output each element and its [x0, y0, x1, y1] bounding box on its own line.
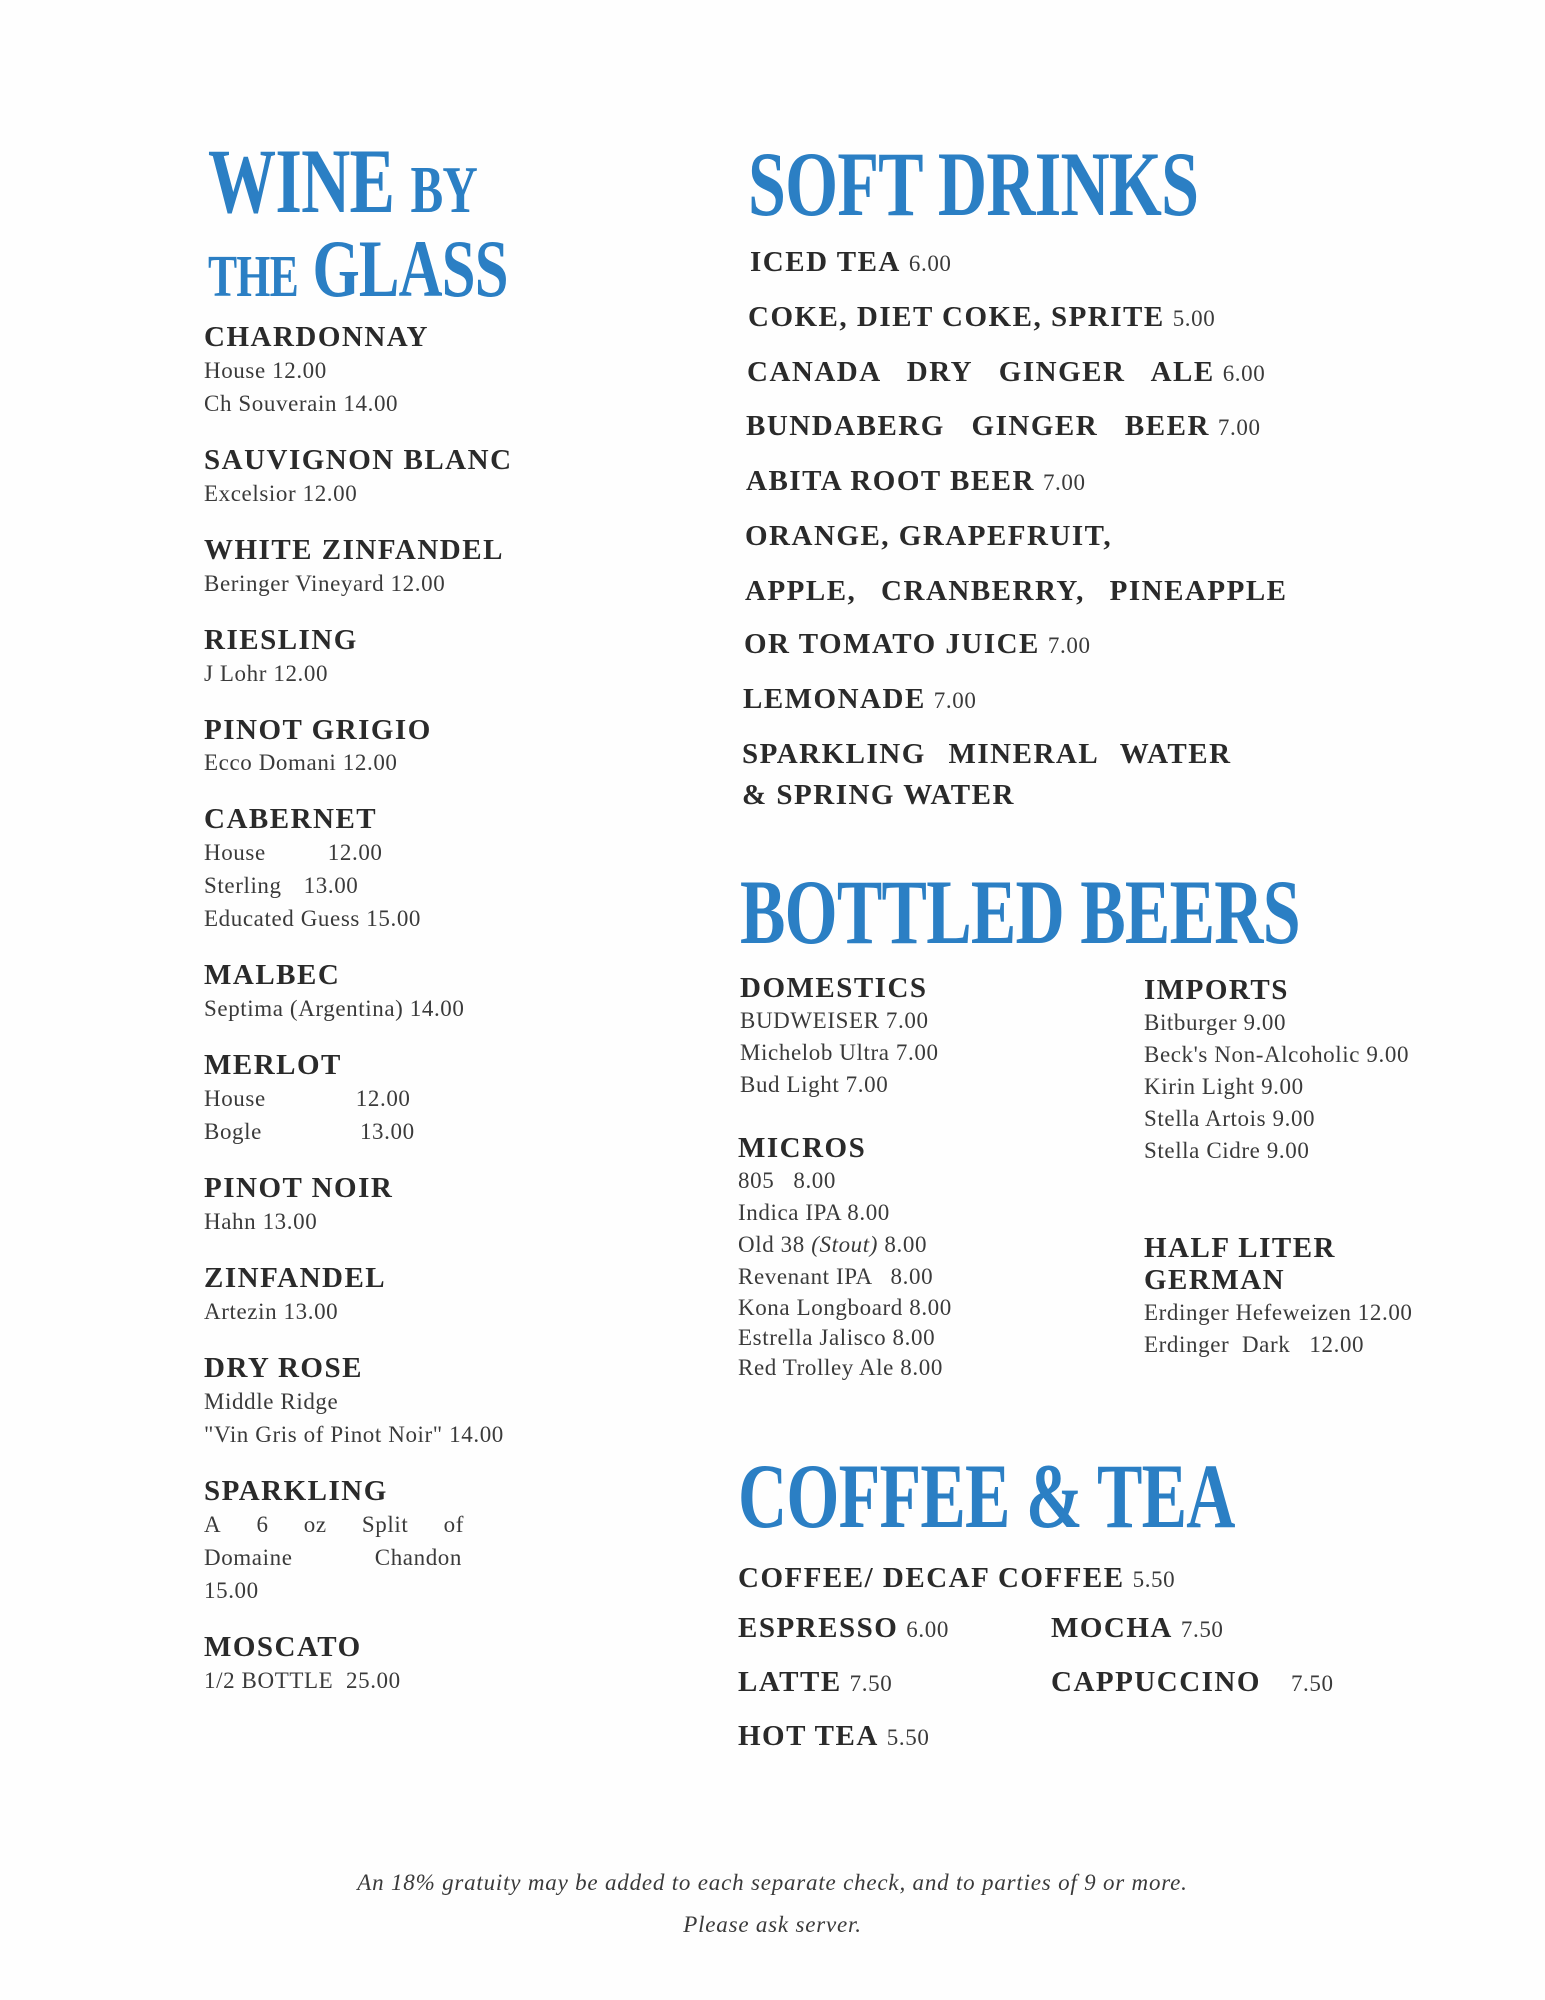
wine-item: Ch Souverain 14.00 [204, 390, 399, 416]
wine-category: ZINFANDEL [204, 1262, 387, 1295]
wine-item: Artezin 13.00 [204, 1298, 339, 1324]
wine-category: WHITE ZINFANDEL [204, 533, 504, 566]
soft-price: 7.00 [1217, 415, 1261, 440]
wine-group [204, 322, 584, 420]
soft-item [750, 246, 952, 279]
wine-group [204, 1353, 584, 1451]
domestics-group [740, 973, 1100, 1101]
wine-name: Bogle [204, 1119, 262, 1145]
wine-title [208, 130, 478, 232]
coffee-item [1051, 1666, 1334, 1699]
coffee-price: 7.50 [849, 1671, 893, 1696]
wine-title-word: BY [410, 154, 478, 227]
wine-category: DRY ROSE [204, 1351, 363, 1384]
coffee-item [738, 1612, 949, 1645]
coffee-price: 7.50 [1290, 1671, 1334, 1696]
beer-category: MICROS [738, 1132, 867, 1164]
wine-item: 1/2 BOTTLE 25.00 [204, 1667, 401, 1693]
wine-item: Hahn 13.00 [204, 1209, 318, 1235]
coffee-name: MOCHA [1051, 1612, 1173, 1644]
wine-category: CHARDONNAY [204, 321, 429, 353]
soft-item [746, 410, 1261, 443]
wine-group [204, 625, 584, 690]
soft-name: BUNDABERG GINGER BEER [746, 410, 1210, 442]
coffee-price: 5.50 [886, 1725, 930, 1750]
soft-name: APPLE, CRANBERRY, PINEAPPLE [745, 575, 1288, 607]
soft-price: 6.00 [1222, 361, 1266, 386]
wine-item: Ecco Domani 12.00 [204, 750, 398, 776]
soft-price: 6.00 [908, 251, 952, 276]
wine-group [204, 715, 584, 780]
soft-name: COKE, DIET COKE, SPRITE [748, 301, 1165, 333]
wine-item [204, 1508, 464, 1541]
wine-title-word: THE [208, 243, 299, 309]
beer-item: Estrella Jalisco 8.00 [738, 1324, 936, 1350]
wine-item [204, 1541, 462, 1574]
soft-price: 7.00 [933, 688, 977, 713]
beer-style: (Stout) [811, 1231, 879, 1257]
beer-category: IMPORTS [1144, 974, 1289, 1006]
beer-category: DOMESTICS [740, 972, 928, 1004]
wine-category: PINOT GRIGIO [204, 713, 432, 746]
wine-item: J Lohr 12.00 [204, 660, 329, 686]
wine-category: MALBEC [204, 959, 341, 992]
wine-item: "Vin Gris of Pinot Noir" 14.00 [204, 1421, 504, 1447]
beer-item: Stella Artois 9.00 [1144, 1105, 1316, 1131]
beer-item: 805 8.00 [738, 1167, 836, 1193]
soft-item [745, 520, 1112, 553]
coffee-price: 7.50 [1180, 1617, 1224, 1642]
wine-item: Septima (Argentina) 14.00 [204, 996, 465, 1022]
coffee-name: LATTE [738, 1666, 842, 1698]
half-liter-group [1144, 1233, 1524, 1361]
soft-name: CANADA DRY GINGER ALE [747, 356, 1215, 388]
soft-price: 7.00 [1047, 633, 1091, 658]
wine-name: Sterling [204, 873, 282, 899]
coffee-tea-title: COFFEE & TEA [738, 1445, 1235, 1547]
wine-title-line2 [208, 223, 508, 314]
coffee-price: 5.50 [1132, 1567, 1176, 1592]
beer-item: Erdinger Dark 12.00 [1144, 1331, 1365, 1357]
beer-item: Bud Light 7.00 [740, 1071, 889, 1097]
beer-category: GERMAN [1144, 1263, 1286, 1296]
wine-price: 12.00 [355, 1086, 411, 1112]
wine-item [204, 869, 584, 902]
soft-item [743, 683, 976, 716]
soft-item [746, 465, 1086, 498]
wine-title-word: GLASS [312, 223, 508, 314]
wine-title-word: WINE [208, 130, 395, 232]
soft-name: LEMONADE [743, 683, 926, 715]
soft-item [742, 779, 1015, 812]
coffee-name: COFFEE/ DECAF COFFEE [738, 1562, 1125, 1594]
wine-item: 15.00 [204, 1577, 259, 1603]
wine-group [204, 804, 584, 935]
gratuity-note: An 18% gratuity may be added to each separate check, and to parties of 9 or more. [357, 1870, 1188, 1895]
imports-group [1144, 975, 1524, 1167]
beer-item: BUDWEISER 7.00 [740, 1007, 929, 1033]
soft-item [744, 628, 1091, 661]
coffee-item [738, 1562, 1175, 1595]
beer-item: Indica IPA 8.00 [738, 1199, 890, 1225]
wine-item: Beringer Vineyard 12.00 [204, 570, 446, 596]
wine-price: 13.00 [359, 1119, 415, 1145]
bottled-beers-title: BOTTLED BEERS [740, 861, 1300, 963]
wine-group [204, 1050, 584, 1148]
wine-item: Educated Guess 15.00 [204, 906, 422, 932]
soft-name: ORANGE, GRAPEFRUIT, [745, 520, 1113, 552]
beer-item: Erdinger Hefeweizen 12.00 [1144, 1299, 1413, 1325]
soft-item [747, 356, 1265, 389]
wine-category: CABERNET [204, 803, 378, 836]
wine-group [204, 960, 584, 1025]
wine-item: House 12.00 [204, 357, 327, 383]
wine-item [204, 1115, 584, 1148]
wine-group [204, 1173, 584, 1238]
beer-item: Kirin Light 9.00 [1144, 1073, 1304, 1099]
micros-group [738, 1133, 1098, 1383]
beer-item: Bitburger 9.00 [1144, 1009, 1287, 1035]
beer-price: 8.00 [884, 1231, 928, 1257]
wine-price: 12.00 [327, 840, 383, 866]
coffee-item [738, 1666, 892, 1699]
coffee-name: CAPPUCCINO [1051, 1666, 1261, 1698]
wine-item [204, 1082, 584, 1115]
wine-group [204, 445, 584, 510]
coffee-name: ESPRESSO [738, 1612, 899, 1644]
soft-name: OR TOMATO JUICE [744, 628, 1040, 660]
coffee-name: HOT TEA [738, 1720, 879, 1752]
beer-item [738, 1229, 1098, 1261]
wine-word: Chandon [374, 1544, 462, 1570]
wine-category: PINOT NOIR [204, 1172, 394, 1205]
beer-name: Old 38 [738, 1231, 805, 1257]
wine-group [204, 1263, 584, 1328]
soft-name: ICED TEA [750, 246, 901, 278]
ask-server-note: Please ask server. [683, 1912, 862, 1937]
soft-item [742, 738, 1232, 771]
wine-category: SPARKLING [204, 1474, 388, 1507]
coffee-price: 6.00 [906, 1617, 949, 1642]
wine-category: MERLOT [204, 1049, 342, 1082]
soft-drinks-title: SOFT DRINKS [748, 133, 1199, 235]
wine-item: Excelsior 12.00 [204, 480, 358, 506]
beer-item: Michelob Ultra 7.00 [740, 1039, 939, 1065]
soft-price: 7.00 [1042, 470, 1086, 495]
soft-item [748, 301, 1215, 334]
beer-item: Red Trolley Ale 8.00 [738, 1354, 943, 1380]
wine-category: SAUVIGNON BLANC [204, 443, 513, 476]
wine-word: A [204, 1511, 222, 1537]
wine-group [204, 1632, 584, 1697]
wine-price: 13.00 [303, 873, 359, 899]
soft-price: 5.00 [1172, 306, 1216, 331]
soft-name: & SPRING WATER [742, 779, 1015, 811]
wine-word: Domaine [204, 1544, 293, 1570]
beer-item: Beck's Non-Alcoholic 9.00 [1144, 1041, 1410, 1067]
beer-item: Revenant IPA 8.00 [738, 1263, 934, 1289]
coffee-item [1051, 1612, 1224, 1645]
wine-name: House [204, 840, 266, 866]
wine-group [204, 1476, 584, 1607]
wine-word: 6 [256, 1511, 269, 1537]
wine-category: RIESLING [204, 623, 358, 656]
coffee-item [738, 1720, 929, 1753]
wine-item: Middle Ridge [204, 1388, 339, 1414]
wine-name: House [204, 1086, 266, 1112]
soft-name: SPARKLING MINERAL WATER [742, 738, 1232, 770]
wine-word: oz [303, 1511, 327, 1537]
wine-category: MOSCATO [204, 1630, 362, 1663]
beer-category: HALF LITER [1144, 1232, 1336, 1264]
soft-item [745, 575, 1288, 608]
beer-item: Kona Longboard 8.00 [738, 1294, 952, 1320]
soft-name: ABITA ROOT BEER [746, 465, 1035, 497]
wine-group [204, 535, 584, 600]
wine-list [204, 322, 584, 1722]
wine-word: Split [361, 1511, 409, 1537]
beer-item: Stella Cidre 9.00 [1144, 1137, 1310, 1163]
wine-item [204, 836, 584, 869]
wine-word: of [443, 1511, 464, 1537]
